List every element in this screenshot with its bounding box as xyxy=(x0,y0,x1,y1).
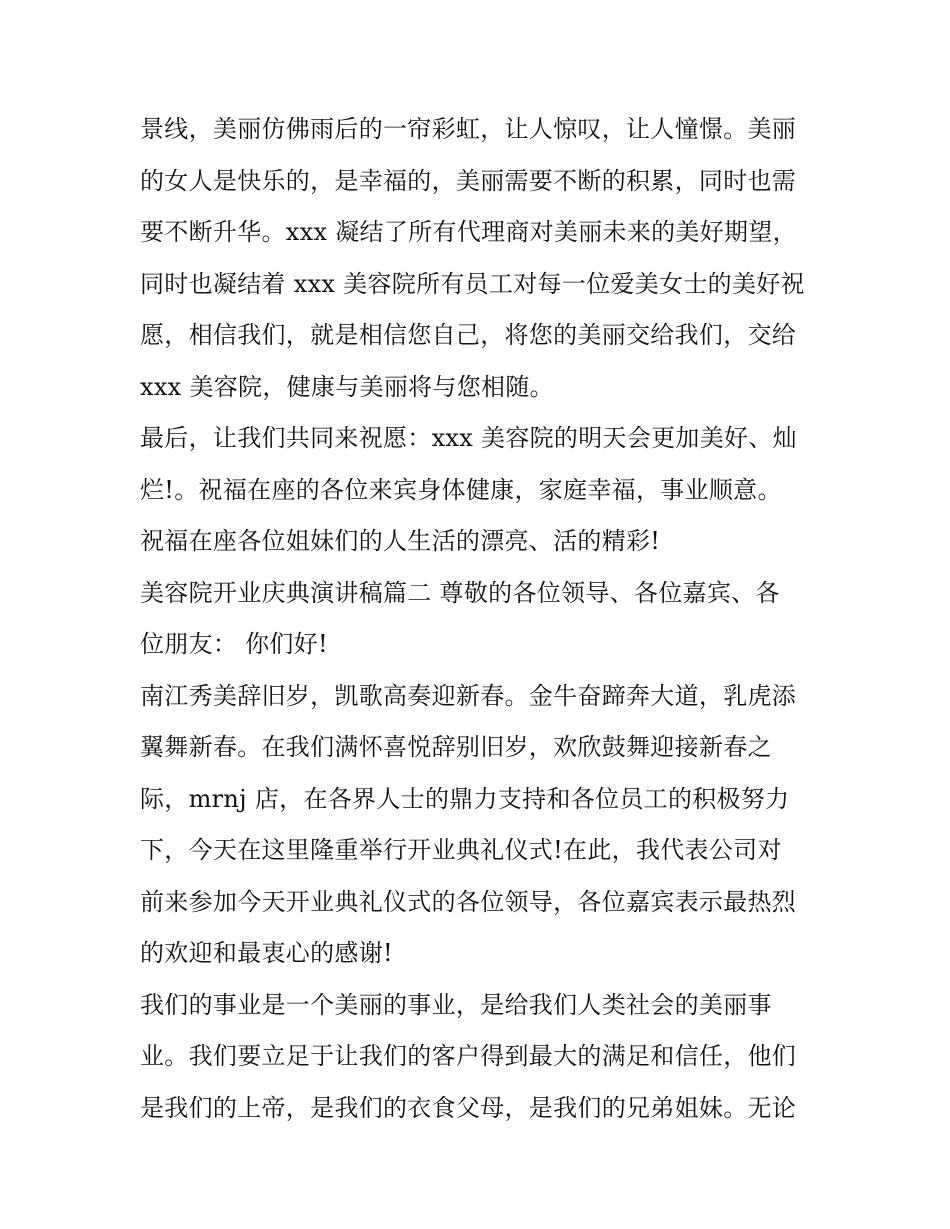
text-line: 前来参加今天开业典礼仪式的各位领导，各位嘉宾表示最热烈 xyxy=(140,887,797,916)
text-line: 的欢迎和最衷心的感谢! xyxy=(140,939,393,967)
text-line: 烂!。祝福在座的各位来宾身体健康，家庭幸福，事业顺意。 xyxy=(140,475,782,504)
text-line: 下，今天在这里隆重举行开业典礼仪式!在此，我代表公司对 xyxy=(140,836,782,864)
text-line: 美容院开业庆典演讲稿篇二 尊敬的各位领导、各位嘉宾、各 xyxy=(140,578,780,607)
text-line: 的女人是快乐的，是幸福的，美丽需要不断的积累，同时也需 xyxy=(140,166,797,195)
text-line: 业。我们要立足于让我们的客户得到最大的满足和信任，他们 xyxy=(140,1042,797,1070)
text-line: 际，mrnj 店，在各界人士的鼎力支持和各位员工的积极努力 xyxy=(140,784,790,813)
text-line: 要不断升华。xxx 凝结了所有代理商对美丽未来的美好期望， xyxy=(140,218,797,246)
text-line: 祝福在座各位姐妹们的人生活的漂亮、活的精彩! xyxy=(140,527,661,555)
text-line: 是我们的上帝，是我们的衣食父母，是我们的兄弟姐妹。无论 xyxy=(140,1093,797,1122)
text-line: 愿，相信我们，就是相信您自己，将您的美丽交给我们，交给 xyxy=(140,321,797,349)
text-line: 南江秀美辞旧岁，凯歌高奏迎新春。金牛奋蹄奔大道，乳虎添 xyxy=(140,681,797,710)
text-line: 翼舞新春。在我们满怀喜悦辞别旧岁，欢欣鼓舞迎接新春之 xyxy=(140,733,772,761)
text-line: 景线，美丽仿佛雨后的一帘彩虹，让人惊叹，让人憧憬。美丽 xyxy=(140,115,797,143)
text-line: 我们的事业是一个美丽的事业，是给我们人类社会的美丽事 xyxy=(140,990,772,1019)
document-body xyxy=(140,104,815,1134)
text-line: xxx 美容院，健康与美丽将与您相随。 xyxy=(140,372,554,401)
text-line: 同时也凝结着 xxx 美容院所有员工对每一位爱美女士的美好祝 xyxy=(140,269,805,298)
text-line: 最后，让我们共同来祝愿：xxx 美容院的明天会更加美好、灿 xyxy=(140,424,797,452)
text-line: 位朋友： 你们好! xyxy=(140,630,328,658)
